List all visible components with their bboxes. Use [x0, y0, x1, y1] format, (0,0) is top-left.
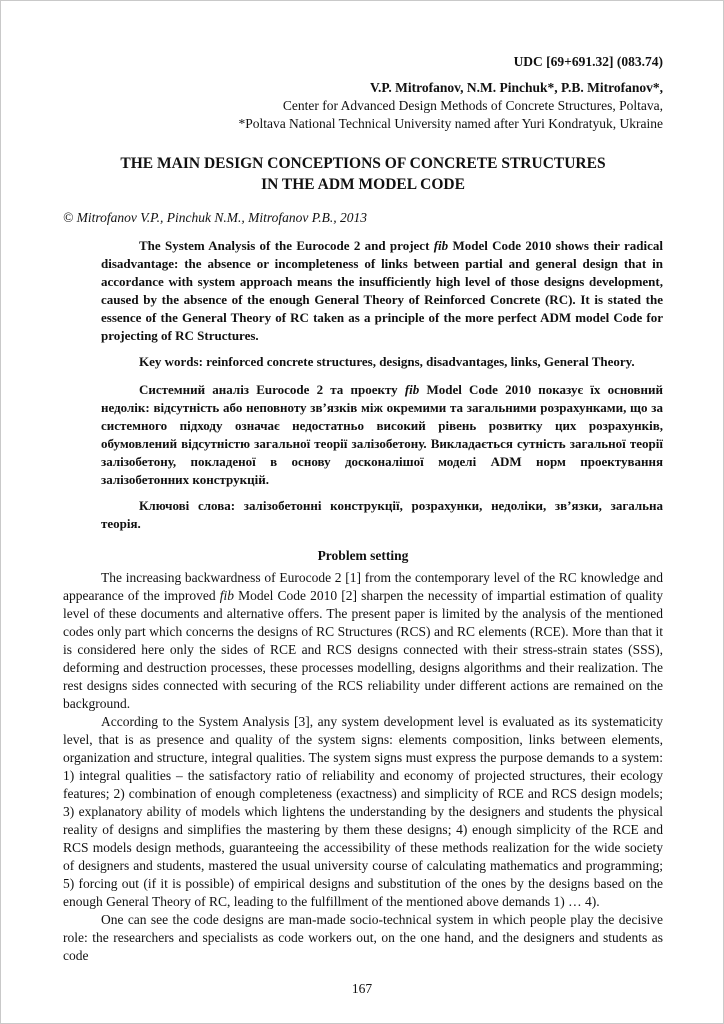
abstract-ukrainian	[101, 381, 663, 489]
affiliation-line-1: Center for Advanced Design Methods of Concrete Structures, Poltava,	[282, 98, 663, 113]
text-run: fib	[219, 588, 234, 603]
text-run: The increasing backwardness of Eurocode 2 [1] from the contemporary level of the RC knowledge and appearance of the improved	[63, 570, 663, 603]
paper-title-line-1: THE MAIN DESIGN CONCEPTIONS OF CONCRETE STRUCTURES	[120, 155, 606, 172]
copyright-line: © Mitrofanov V.P., Pinchuk N.M., Mitrofanov P.B., 2013	[63, 210, 367, 225]
body-paragraph-1	[63, 569, 663, 713]
text-run: Системний аналіз Eurocode 2 та проекту	[139, 382, 405, 397]
keywords-english: Key words: reinforced concrete structures, designs, disadvantages, links, General Theory.	[139, 354, 635, 369]
text-run: Model Code 2010 показує їх основний недолік: відсутність або неповноту зв’язків між окремими та загальними розрахунками, що за системного підходу означає недостатньо високий рівень розвитку цих розрахунків, обумовлений відсутністю загальної теорії залізобетону. Викладається сутність загальної теорії залізобетону, покладеної в основу досконалішої моделі ADM норм проектування залізобетонних конструкцій.	[101, 382, 663, 487]
text-run: The System Analysis of the Eurocode 2 and project	[139, 238, 434, 253]
text-run: fib	[404, 382, 420, 397]
keywords-ukrainian: Ключові слова: залізобетонні конструкції, розрахунки, недоліки, зв’язки, загальна теорія.	[101, 498, 663, 531]
text-run: One can see the code designs are man-made socio-technical system in which people play the decisive role: the researchers and specialists as code workers out, on the one hand, and the designers and students as code	[63, 912, 663, 963]
paper-title	[63, 153, 663, 195]
text-run: Model Code 2010 shows their radical disadvantage: the absence or incompleteness of links between partial and general design that in accordance with system approach means the insufficiently high level of those designs development, caused by the absence of the enough General Theory of Reinforced Concrete (RC). It is stated the essence of the General Theory of RC taken as a principle of the more perfect ADM model Code for projecting of RC Structures.	[101, 238, 663, 343]
text-run: fib	[433, 238, 449, 253]
text-run: According to the System Analysis [3], any system development level is evaluated as its systematicity level, that is as presence and quality of the system signs: elements composition, links between elements, organization and structure, integral qualities. The system signs must express the purpose demands to a system: 1) integral qualities – the satisfactory ratio of reliability and economy of projected structures, their ecology features; 2) combination of enough completeness (exactness) and simplicity of RCE and RCS design models; 3) explanatory ability of models which lightens the understanding by the designers and students the physical reality of designs and simplifies the mastering by them these designs; 4) enough simplicity of the RCE and RCS models design methods, guaranteeing the accessibility of these methods realization for the wide society of designers and students, mastered the usual university course of calculating mathematics and programming; 5) forcing out (if it is possible) of empirical designs and substitution of the ones by the designs based on the enough General Theory of RC, leading to the fulfillment of the mentioned above demands 1) … 4).	[63, 714, 663, 909]
body-paragraph-3	[63, 911, 663, 965]
udc-code: UDC [69+691.32] (083.74)	[513, 54, 663, 69]
authors-line: V.P. Mitrofanov, N.M. Pinchuk*, P.B. Mitrofanov*,	[369, 80, 663, 95]
body-paragraph-2	[63, 713, 663, 911]
paper-title-line-2: IN THE ADM MODEL CODE	[261, 176, 465, 193]
affiliation-line-2: *Poltava National Technical University named after Yuri Kondratyuk, Ukraine	[238, 116, 663, 131]
abstract-english	[101, 237, 663, 345]
section-heading: Problem setting	[317, 548, 409, 563]
text-run: Model Code 2010 [2] sharpen the necessity of impartial estimation of quality level of these documents and alternative offers. The present paper is limited by the analysis of the mentioned codes only part which concerns the designs of RC Structures (RCS) and RC elements (RCE). More than that it is considered here only the sides of RCE and RCS designs connected with their stress-strain states (SSS), deforming and destruction processes, these processes modelling, designs algorithms and their realization. The rest designs sides connected with securing of the RCS reliability under different actions are remained on the background.	[63, 588, 663, 711]
page-number: 167	[351, 981, 373, 996]
